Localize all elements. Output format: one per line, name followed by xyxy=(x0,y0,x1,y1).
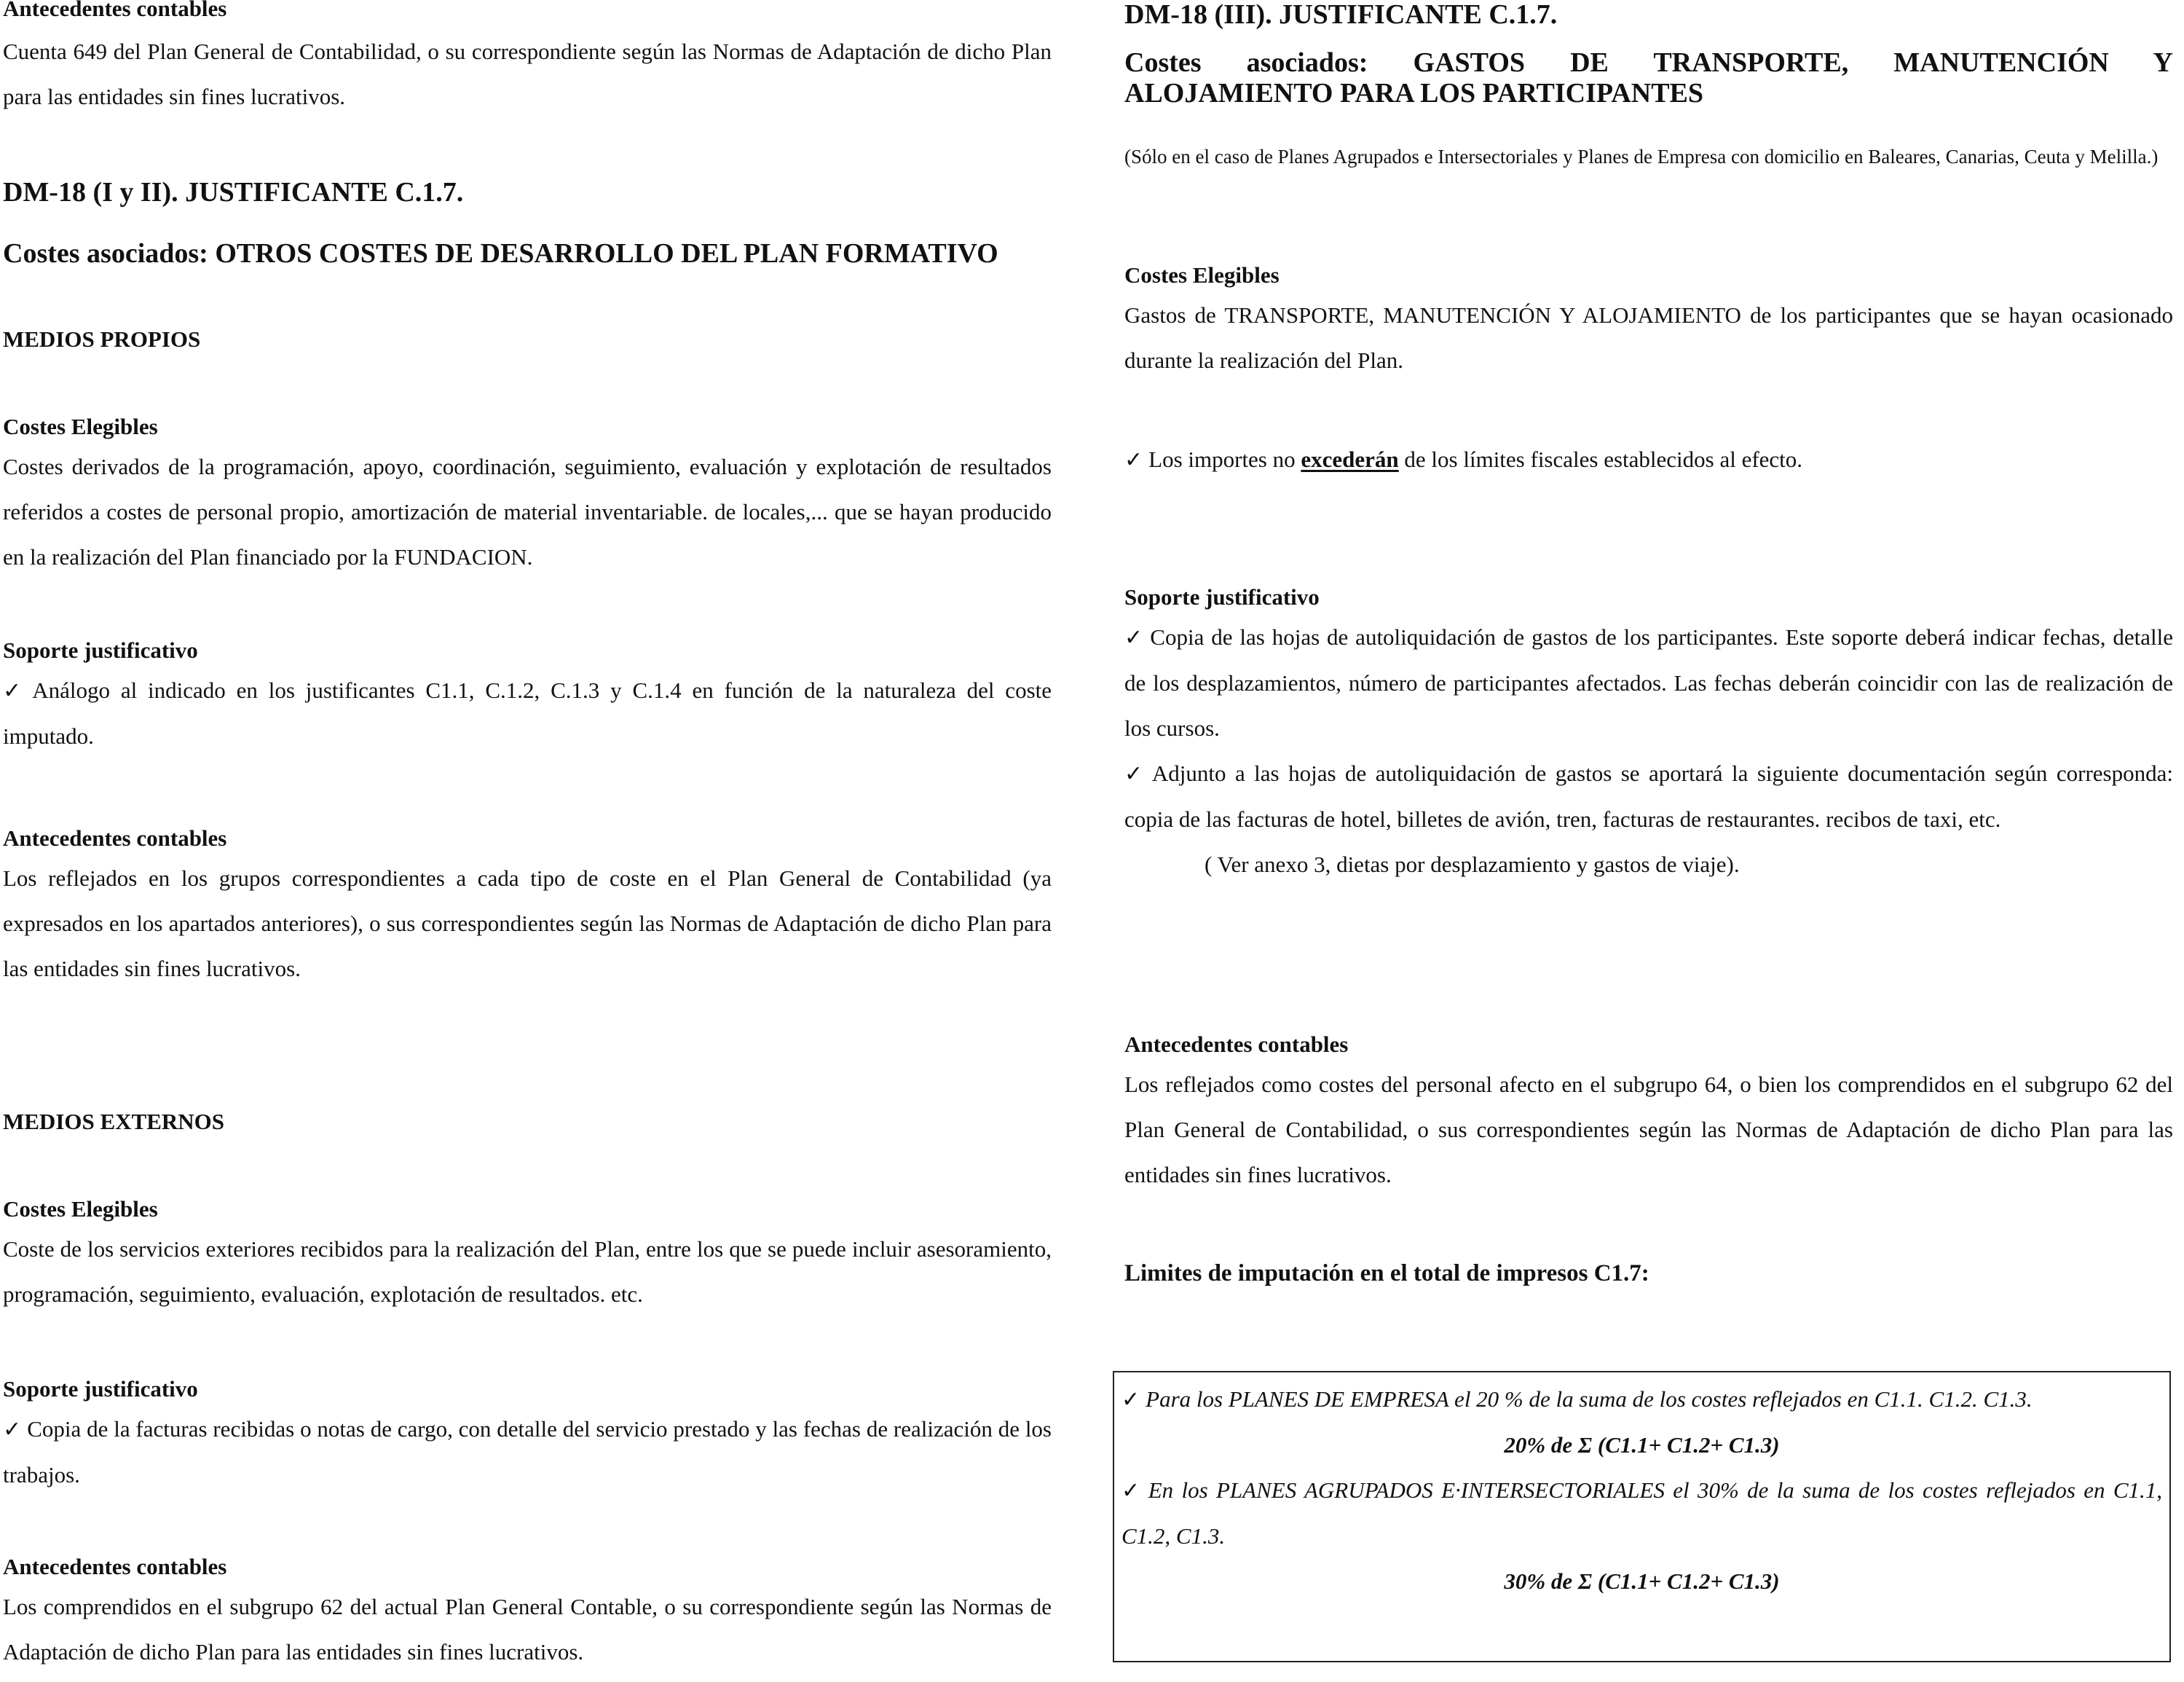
antecedentes-contables-text: Los reflejados como costes del personal afecto en el subgrupo 64, o bien los comprendidos en el subgrupo 62 del Plan General de Contabilidad, o sus correspondientes según las Normas de Adaptación de dicho Plan para las entidades sin fines lucrativos. xyxy=(1124,1072,2173,1187)
medios-externos-antecedentes xyxy=(3,1552,1052,1675)
checkmark-icon: ✓ xyxy=(1124,761,1146,787)
medios-propios-section xyxy=(3,325,1052,354)
planes-agrupados-text: ✓ En los PLANES AGRUPADOS E·INTERSECTORIALES el 30% de la suma de los costes reflejados en C1.1, C1.2, C1.3. xyxy=(1121,1477,2162,1549)
dm18-iii-title xyxy=(1124,0,2173,111)
antecedentes-contables-text: Los comprendidos en el subgrupo 62 del actual Plan General Contable, o su correspondiente según las Normas de Adaptación de dicho Plan para las entidades sin fines lucrativos. xyxy=(3,1594,1052,1665)
planes-agrupados-formula: 30% de Σ (C1.1+ C1.2+ C1.3) xyxy=(1504,1568,1780,1594)
gastos-costes-elegibles xyxy=(1124,261,2173,383)
limites-imputacion-heading: Limites de imputación en el total de impresos C1.7: xyxy=(1124,1260,1649,1286)
costes-asociados-gastos-heading-cont: ALOJAMIENTO PARA LOS PARTICIPANTES xyxy=(1124,78,1704,109)
soporte-justificativo-text: ✓ Copia de la facturas recibidas o notas de cargo, con detalle del servicio prestado y las fechas de realización de los trabajos. xyxy=(3,1416,1052,1488)
planes-empresa-formula: 20% de Σ (C1.1+ C1.2+ C1.3) xyxy=(1504,1432,1780,1458)
costes-asociados-otros-heading: Costes asociados: OTROS COSTES DE DESARROLLO DEL PLAN FORMATIVO xyxy=(3,238,998,269)
checkmark-icon: ✓ xyxy=(1121,1478,1143,1504)
gastos-soporte xyxy=(1124,583,2173,887)
soporte-justificativo-text-2: ✓ Adjunto a las hojas de autoliquidación de gastos se aportará la siguiente documentación según corresponda: copia de las facturas de hotel, billetes de avión, tren, facturas de restaurantes. recibos de taxi, etc. xyxy=(1124,761,2173,832)
soporte-justificativo-text: ✓ Análogo al indicado en los justificantes C1.1, C.1.2, C.1.3 y C.1.4 en función de la naturaleza del coste imputado. xyxy=(3,677,1052,749)
ver-anexo-text: ( Ver anexo 3, dietas por desplazamiento y gastos de viaje). xyxy=(1205,852,1740,877)
dm18-i-ii-title xyxy=(3,175,1052,271)
planes-note xyxy=(1124,143,2173,170)
planes-note-text: (Sólo en el caso de Planes Agrupados e Intersectoriales y Planes de Empresa con domicilio en Baleares, Canarias, Ceuta y Melilla.) xyxy=(1124,146,2159,168)
medios-externos-section xyxy=(3,1107,1052,1136)
limites-box xyxy=(1113,1371,2171,1662)
checkmark-icon: ✓ xyxy=(3,678,27,704)
soporte-justificativo-heading: Soporte justificativo xyxy=(1124,584,1320,610)
medios-propios-heading: MEDIOS PROPIOS xyxy=(3,326,201,352)
checkmark-icon: ✓ xyxy=(3,1417,22,1442)
medios-externos-costes xyxy=(3,1195,1052,1317)
planes-empresa-text: ✓ Para los PLANES DE EMPRESA el 20 % de la suma de los costes reflejados en C1.1. C1.2. C1.3. xyxy=(1121,1386,2033,1412)
medios-externos-soporte xyxy=(3,1375,1052,1498)
costes-elegibles-heading: Costes Elegibles xyxy=(1124,262,1280,288)
medios-externos-heading: MEDIOS EXTERNOS xyxy=(3,1109,225,1134)
soporte-justificativo-heading: Soporte justificativo xyxy=(3,1376,198,1402)
costes-elegibles-heading: Costes Elegibles xyxy=(3,414,158,439)
medios-propios-costes xyxy=(3,412,1052,580)
antecedentes-contables-heading: Antecedentes contables xyxy=(1124,1031,1349,1057)
medios-propios-soporte xyxy=(3,636,1052,759)
soporte-justificativo-heading: Soporte justificativo xyxy=(3,637,198,663)
limites-imputacion xyxy=(1124,1259,2173,1288)
section-text: Cuenta 649 del Plan General de Contabilidad, o su correspondiente según las Normas de Adaptación de dicho Plan para las entidades sin fines lucrativos. xyxy=(3,39,1052,109)
soporte-justificativo-text-1: ✓ Copia de las hojas de autoliquidación de gastos de los participantes. Este soporte deberá indicar fechas, detalle de los desplazamientos, número de participantes afectados. Las fechas deberán coincidir con las de realización de los cursos. xyxy=(1124,624,2173,741)
antecedentes-contables-text: Los reflejados en los grupos correspondientes a cada tipo de coste en el Plan General de Contabilidad (ya expresados en los apartados anteriores), o sus correspondientes según las Normas de Adaptación de dicho Plan para las entidades sin fines lucrativos. xyxy=(3,865,1052,981)
costes-elegibles-heading: Costes Elegibles xyxy=(3,1196,158,1222)
dm18-i-ii-heading: DM-18 (I y II). JUSTIFICANTE C.1.7. xyxy=(3,177,464,208)
checkmark-icon: ✓ xyxy=(1124,447,1143,473)
costes-asociados-gastos-heading: Costes asociados: GASTOS DE TRANSPORTE, MANUTENCIÓN Y xyxy=(1124,47,2173,78)
section-heading: Antecedentes contables xyxy=(3,0,227,21)
costes-elegibles-text: Costes derivados de la programación, apoyo, coordinación, seguimiento, evaluación y explotación de resultados referidos a costes de personal propio, amortización de material inventariable. de locales,... que se hayan producido en la realización del Plan financiado por la FUNDACION. xyxy=(3,454,1052,570)
medios-propios-antecedentes xyxy=(3,824,1052,991)
costes-elegibles-text: Gastos de TRANSPORTE, MANUTENCIÓN Y ALOJAMIENTO de los participantes que se hayan ocasionado durante la realización del Plan. xyxy=(1124,302,2173,373)
costes-elegibles-text: Coste de los servicios exteriores recibidos para la realización del Plan, entre los que se puede incluir asesoramiento, programación, seguimiento, evaluación, explotación de resultados. etc. xyxy=(3,1236,1052,1307)
checkmark-icon: ✓ xyxy=(1124,625,1145,651)
importes-limit xyxy=(1124,437,2173,483)
antecedentes-contables-649 xyxy=(3,0,1052,119)
checkmark-icon: ✓ xyxy=(1121,1387,1140,1412)
dm18-iii-heading: DM-18 (III). JUSTIFICANTE C.1.7. xyxy=(1124,0,1558,30)
importes-limit-text: ✓ Los importes no excederán de los límites fiscales establecidos al efecto. xyxy=(1124,447,1803,473)
antecedentes-contables-heading: Antecedentes contables xyxy=(3,1554,227,1579)
antecedentes-contables-heading: Antecedentes contables xyxy=(3,825,227,851)
gastos-antecedentes xyxy=(1124,1030,2173,1198)
